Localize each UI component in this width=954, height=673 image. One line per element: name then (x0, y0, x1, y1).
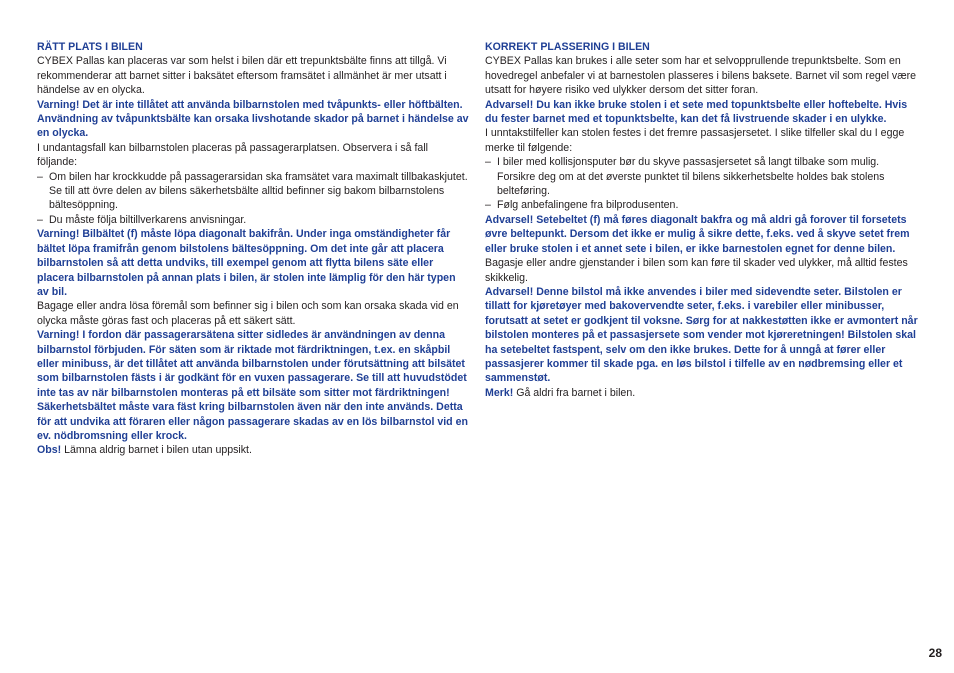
paragraph: I undantagsfall kan bilbarnstolen placeras på passagerarplatsen. Observera i så fall följande: (37, 141, 429, 169)
list-item-text: Du måste följa biltillverkarens anvisningar. (49, 213, 247, 226)
dash-marker: – (37, 213, 43, 226)
warning-text: Advarsel! Denne bilstol må ikke anvendes i biler med sidevendte seter. Bilstolen er tillatt for kjøretøyer med bakovervendte seter, f.eks. i varebiler eller minibusser, forutsatt at setet er godkjent til voksne. Sørg for at nakkestøtten ikke er avmontert når bilstolen monteres på et passasjersete som vender mot kjøreretningen! Bilstolen skal ha setebeltet fastspent, selv om den ikke brukes. Dette for å unngå at fører eller passasjerer kommer til skade pga. en løs bilstol i tilfelle av en nødbremsing eller et sammenstøt. (485, 285, 918, 385)
warning-text: Varning! Bilbältet (f) måste löpa diagonalt bakifrån. Under inga omständigheter får bältet löpa framifrån genom bilstolens bältesöppning. Om det inte går att placera bilbarnstolen så att detta undviks, till exempel genom att flytta bilens säte eller placera bilbarnstolen på annan plats i bilen, är stolen inte lämplig för den här typen av bil. (37, 228, 456, 298)
note-paragraph (485, 386, 918, 400)
list-item (485, 198, 918, 212)
note-label: Obs! (37, 444, 62, 457)
section-heading: KORREKT PLASSERING I BILEN (485, 41, 650, 53)
dash-marker: – (37, 170, 43, 183)
warning-text: Advarsel! Du kan ikke bruke stolen i et sete med topunktsbelte eller hoftebelte. Hvis du fester barnet med et topunktsbelte, kan det få livstruende skader i en ulykke. (485, 98, 908, 126)
list-item (37, 213, 469, 227)
swedish-column (37, 40, 469, 458)
note-text: Gå aldri fra barnet i bilen. (513, 386, 636, 399)
warning-text: Advarsel! Setebeltet (f) må føres diagonalt bakfra og må aldri gå forover til forsetets øvre beltepunkt. Dersom det ikke er mulig å sikre dette, f.eks. ved å skyve setet frem eller bruke stolen i et annet sete i bilen, er ikke barnestolen egnet for denne bilen. (485, 213, 910, 255)
note-paragraph (37, 443, 469, 457)
note-label: Merk! (485, 386, 514, 399)
list-item (485, 155, 918, 198)
paragraph: Bagasje eller andre gjenstander i bilen som kan føre til skader ved ulykker, må alltid festes skikkelig. (485, 257, 908, 284)
paragraph: Bagage eller andra lösa föremål som befinner sig i bilen och som kan orsaka skada vid en olycka måste göras fast och placeras på ett säkert sätt. (37, 300, 459, 327)
list-item-text: I biler med kollisjonsputer bør du skyve passasjersetet så langt tilbake som mulig. Forsikre deg om at det øverste punktet til bilens sikkerhetsbelte holdes bak stolens belteføring. (497, 156, 885, 198)
paragraph: CYBEX Pallas kan brukes i alle seter som har et selvopprullende trepunktsbelte. Som en hovedregel anbefaler vi at barnestolen plasseres i bilens baksete. Barnet vil som regel være utsatt for høyere risiko ved ulykker dersom det sitter foran. (485, 55, 917, 97)
note-text: Lämna aldrig barnet i bilen utan uppsikt. (61, 444, 252, 457)
paragraph: CYBEX Pallas kan placeras var som helst i bilen där ett trepunktsbälte finns att tillgå. Vi rekommenderar att barnet sitter i baksätet eftersom framsätet i allmänhet är mer utsatt i händelse av en olycka. (37, 55, 447, 97)
dash-marker: – (485, 156, 491, 169)
norwegian-column (485, 40, 918, 400)
warning-text: Varning! I fordon där passagerarsätena sitter sidledes är användningen av denna bilbarnstol förbjuden. För säten som är riktade mot färdriktningen, t.ex. en skåpbil eller minibuss, är det tillåtet att använda bilbarnstolen under förutsättning att bilsätet som bilbarnstolen fästs i är godkänt för en vuxen passagerare. Se till att huvudstödet inte tas av när bilbarnstolen monteras på ett bilsäte som sitter mot färdriktningen! Säkerhetsbältet måste vara fäst kring bilbarnstolen även när den inte används. Detta för att undvika att föraren eller någon passagerare skadas av en lös bilbarnstol vid en ev. nödbromsning eller krock. (37, 329, 468, 442)
section-heading: RÄTT PLATS I BILEN (37, 41, 143, 53)
paragraph: I unntakstilfeller kan stolen festes i det fremre passasjersetet. I slike tilfeller skal du I egge merke til følgende: (485, 127, 905, 154)
warning-text: Varning! Det är inte tillåtet att använda bilbarnstolen med tvåpunkts- eller höftbälten. Användning av tvåpunktsbälte kan orsaka livshotande skador på barnet i händelse av en olycka. (37, 98, 469, 140)
list-item-text: Følg anbefalingene fra bilprodusenten. (497, 199, 679, 212)
list-item (37, 170, 469, 213)
dash-marker: – (485, 199, 491, 212)
list-item-text: Om bilen har krockkudde på passagerarsidan ska framsätet vara maximalt tillbakaskjutet. Se till att övre delen av bilens säkerhetsbälte alltid befinner sig bakom bilbarnstolens bältesöppning. (49, 170, 468, 212)
page-number: 28 (928, 646, 942, 660)
